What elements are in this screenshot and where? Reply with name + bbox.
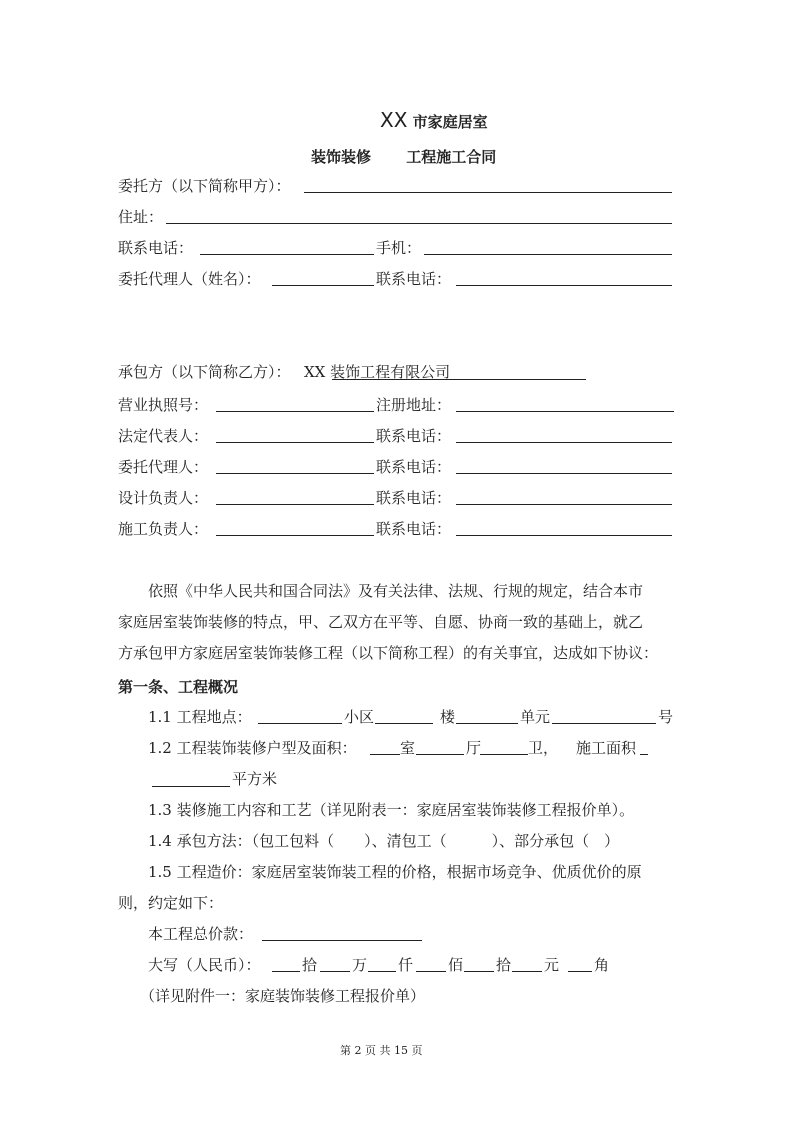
legal-rep-field[interactable] <box>216 442 374 443</box>
b-agent-phone-field[interactable] <box>456 473 672 474</box>
capital-field-5[interactable] <box>464 971 494 972</box>
area-unit: 平方米 <box>232 770 278 788</box>
title-line-1 <box>380 108 488 132</box>
unit-hao: 号 <box>658 708 674 726</box>
agent-label: 委托代理人（姓名）： <box>118 270 261 288</box>
designer-label: 设计负责人： <box>118 489 209 507</box>
phone-label: 联系电话： <box>118 239 194 257</box>
capital-unit-shi: 拾 <box>496 956 512 974</box>
item-1-5-line-2: 则，约定如下： <box>118 894 224 912</box>
capital-unit-yuan: 元 <box>544 956 560 974</box>
legal-rep-phone-label: 联系电话： <box>376 427 452 445</box>
unit-danyuan: 单元 <box>520 708 551 726</box>
capital-unit-shi-wan: 拾 <box>302 956 318 974</box>
designer-field[interactable] <box>216 504 374 505</box>
mobile-field[interactable] <box>424 254 672 255</box>
title-city-prefix: XX <box>380 108 408 132</box>
item-1-4: 1.4 承包方法：（包工包料（ ）、清包工（ ）、部分承包（ ） <box>148 832 620 850</box>
capital-field-3[interactable] <box>368 971 396 972</box>
capital-unit-wan: 万 <box>352 956 368 974</box>
title-part-b: 工程施工合同 <box>406 148 497 166</box>
unit-ting: 厅 <box>466 739 482 757</box>
total-price-field[interactable] <box>262 940 422 941</box>
title-city-rest: 市家庭居室 <box>412 113 488 131</box>
client-label: 委托方（以下简称甲方）： <box>118 177 291 195</box>
baths-field[interactable] <box>480 754 528 755</box>
item-1-5-line-1: 1.5 工程造价：家庭居室装饰装工程的价格，根据市场竞争、优质优价的原 <box>148 863 642 881</box>
b-agent-phone-label: 联系电话： <box>376 458 452 476</box>
item-1-1-label: 1.1 工程地点： <box>148 708 252 726</box>
construction-lead-label: 施工负责人： <box>118 520 209 538</box>
capital-unit-jiao: 角 <box>594 956 610 974</box>
title-part-a: 装饰装修 <box>311 148 372 166</box>
b-agent-label: 委托代理人： <box>118 458 209 476</box>
unit-lou: 楼 <box>440 708 456 726</box>
license-field[interactable] <box>216 411 374 412</box>
agent-field[interactable] <box>272 285 374 286</box>
agent-phone-label: 联系电话： <box>376 270 452 288</box>
item-1-2-label: 1.2 工程装饰装修户型及面积： <box>148 739 357 757</box>
designer-phone-label: 联系电话： <box>376 489 452 507</box>
construction-lead-field[interactable] <box>216 535 374 536</box>
preamble-line-2: 家庭居室装饰装修的特点，甲、乙双方在平等、自愿、协商一致的基础上，就乙 <box>118 613 644 631</box>
capital-label: 大写（人民币）： <box>148 956 261 974</box>
location-field-3[interactable] <box>456 723 518 724</box>
designer-phone-field[interactable] <box>456 504 672 505</box>
client-field[interactable] <box>304 192 672 193</box>
address-field[interactable] <box>166 223 672 224</box>
license-label: 营业执照号： <box>118 396 209 414</box>
total-price-label: 本工程总价款： <box>148 925 254 943</box>
location-field-4[interactable] <box>552 723 656 724</box>
capital-field-4[interactable] <box>416 971 446 972</box>
mobile-label: 手机： <box>376 239 422 257</box>
reg-address-label: 注册地址： <box>376 396 452 414</box>
legal-rep-label: 法定代表人： <box>118 427 209 445</box>
preamble-line-3: 方承包甲方家庭居室装饰装修工程（以下简称工程）的有关事宜，达成如下协议： <box>118 644 659 662</box>
unit-xiaoqu: 小区 <box>344 708 375 726</box>
rooms-field[interactable] <box>370 754 400 755</box>
page-number: 第 2 页 共 15 页 <box>340 1044 423 1057</box>
agent-phone-field[interactable] <box>456 285 672 286</box>
phone-field[interactable] <box>200 254 374 255</box>
unit-wei: 卫， <box>528 739 559 757</box>
title-line-2 <box>311 146 496 167</box>
address-label: 住址： <box>118 208 164 226</box>
contractor-value-name: 装饰工程有限公司 <box>330 363 451 381</box>
reg-address-field[interactable] <box>456 411 674 412</box>
location-field-1[interactable] <box>258 723 342 724</box>
contractor-value-prefix: XX <box>304 363 331 381</box>
contractor-field[interactable] <box>332 379 586 380</box>
location-field-2[interactable] <box>375 723 433 724</box>
area-field[interactable] <box>152 786 230 787</box>
capital-field-1[interactable] <box>272 971 300 972</box>
unit-shi: 室 <box>400 739 416 757</box>
preamble-line-1: 依照《中华人民共和国合同法》及有关法律、法规、行规的规定，结合本市 <box>148 582 644 600</box>
capital-unit-bai: 佰 <box>448 956 464 974</box>
area-label: 施工面积 <box>576 739 637 757</box>
capital-field-7[interactable] <box>568 971 592 972</box>
capital-field-2[interactable] <box>320 971 350 972</box>
construction-lead-phone-label: 联系电话： <box>376 520 452 538</box>
legal-rep-phone-field[interactable] <box>456 442 672 443</box>
b-agent-field[interactable] <box>216 473 374 474</box>
capital-field-6[interactable] <box>512 971 542 972</box>
item-1-3: 1.3 装修施工内容和工艺（详见附表一：家庭居室装饰装修工程报价单）。 <box>148 801 635 819</box>
construction-lead-phone-field[interactable] <box>456 535 672 536</box>
contractor-label: 承包方（以下简称乙方）： <box>118 363 291 381</box>
see-attachment-note: （详见附件一：家庭装饰装修工程报价单） <box>140 987 426 1005</box>
halls-field[interactable] <box>416 754 464 755</box>
area-field-start <box>640 754 648 755</box>
article-1-heading: 第一条、工程概况 <box>118 678 239 696</box>
capital-unit-qian: 仟 <box>398 956 414 974</box>
